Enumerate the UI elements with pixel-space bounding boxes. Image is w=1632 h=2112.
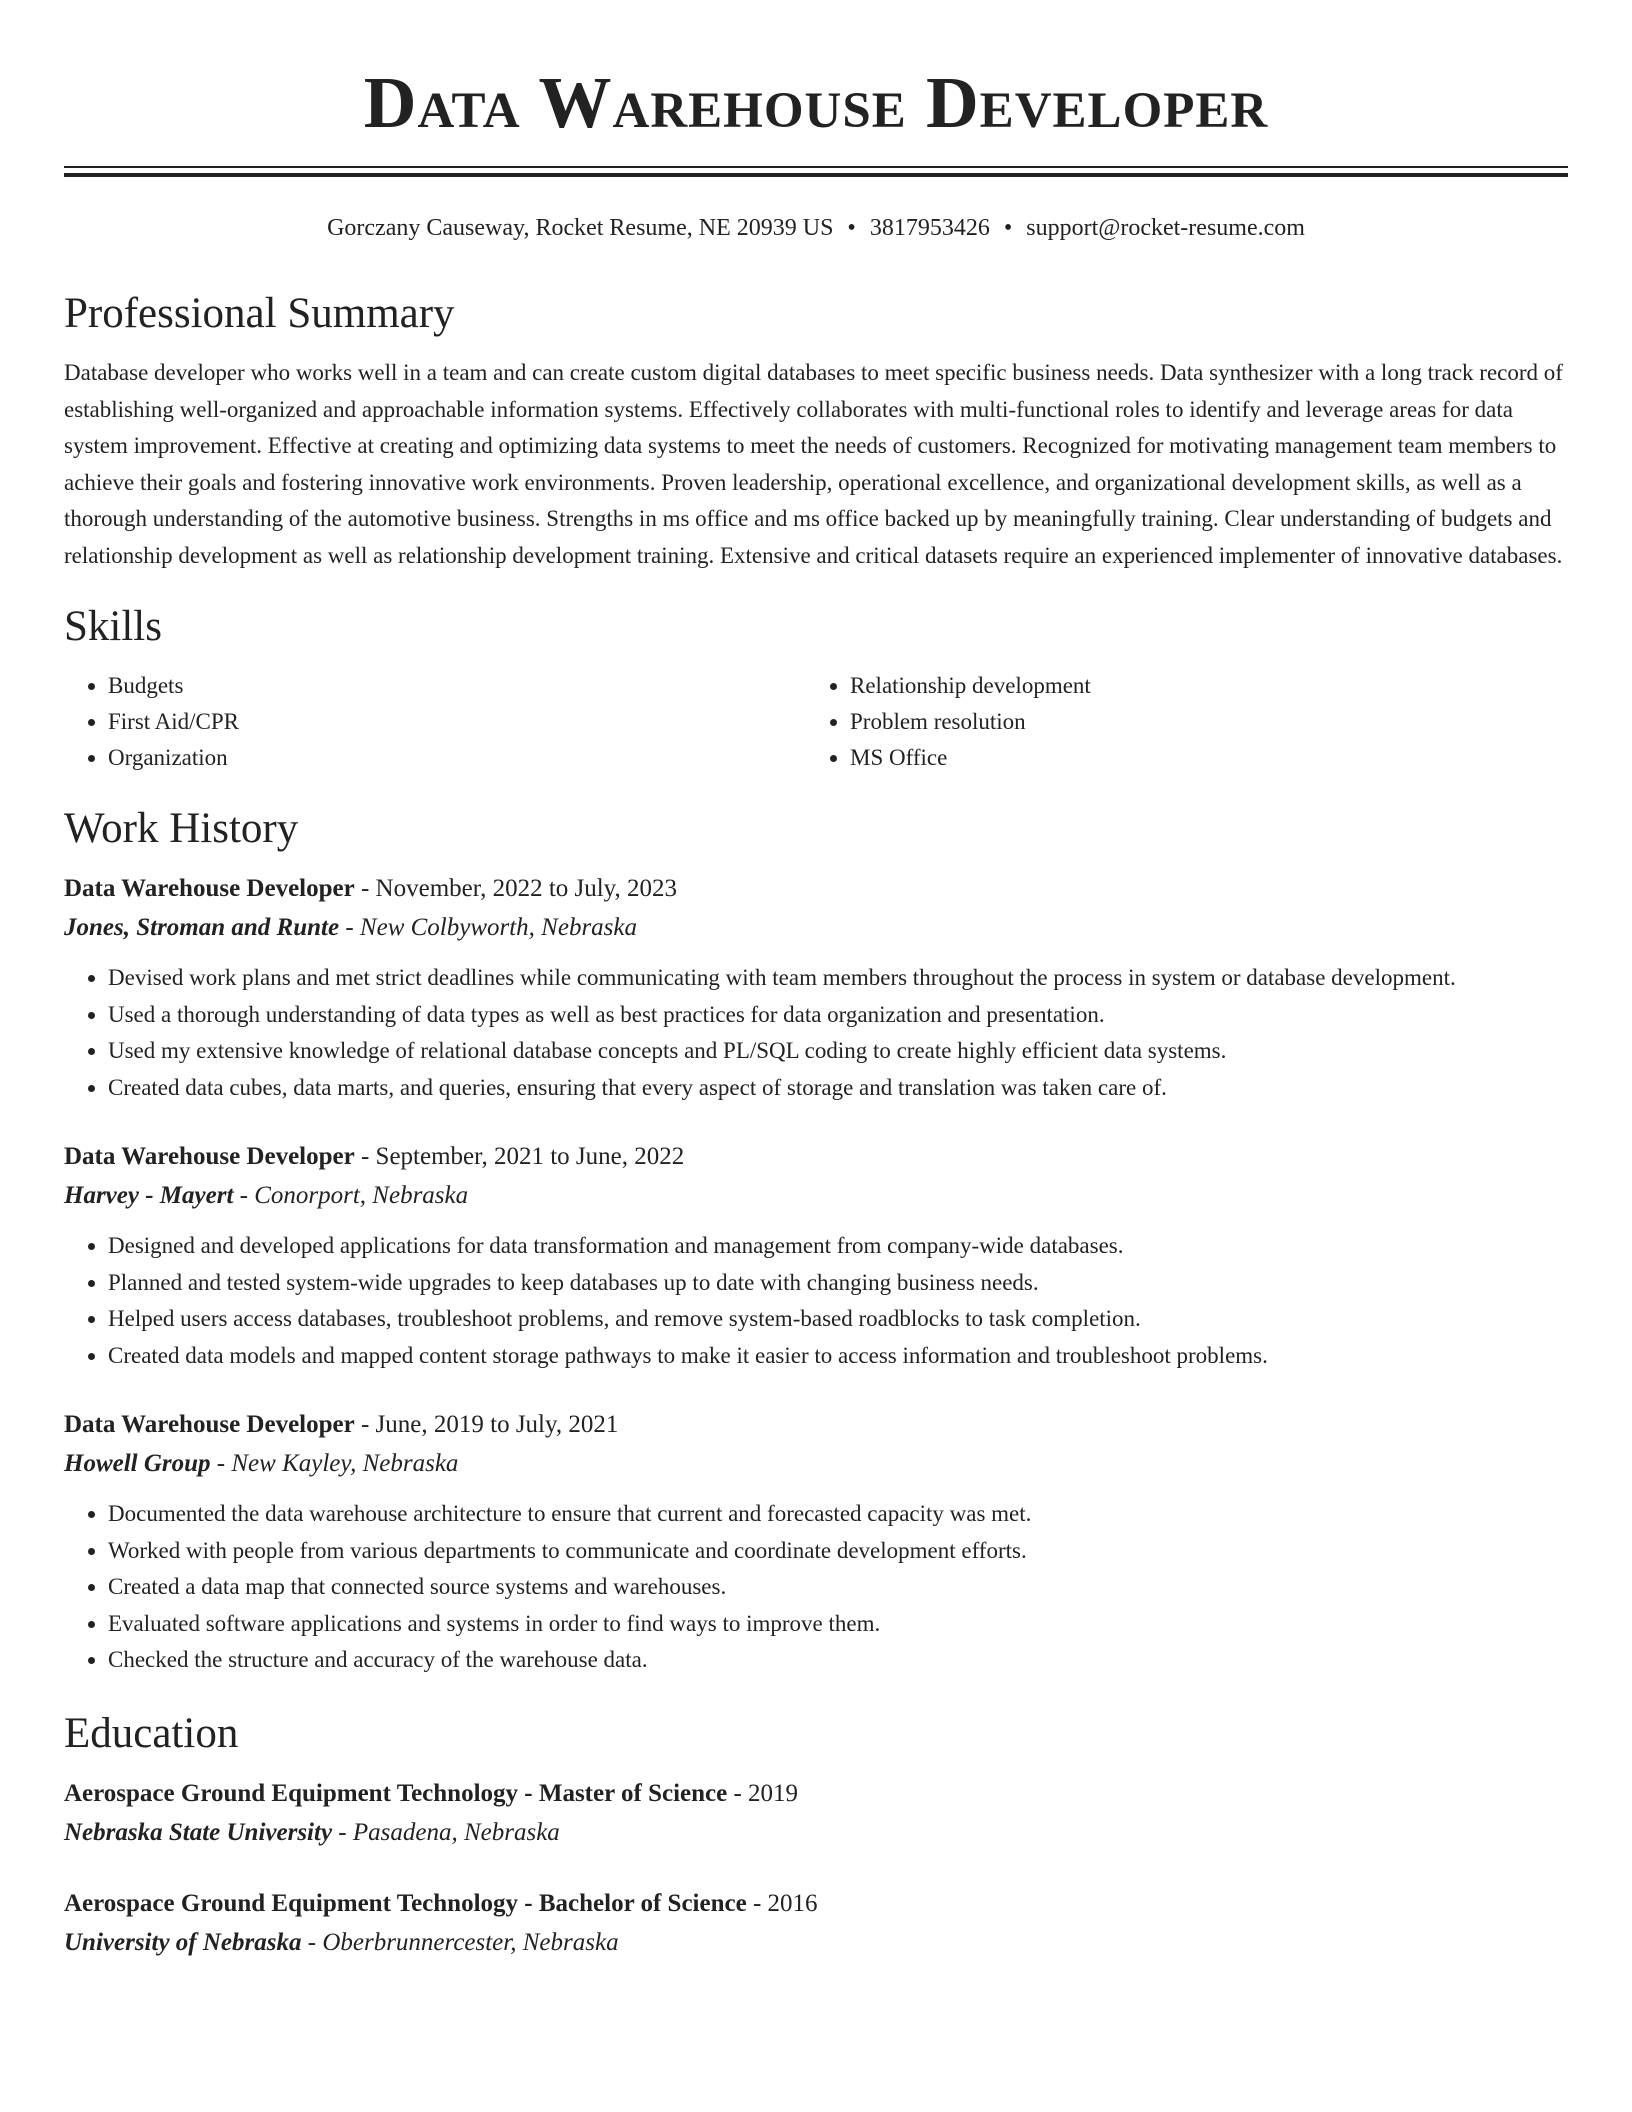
- education-year: 2016: [767, 1889, 818, 1917]
- skill-item: • Organization: [108, 740, 806, 776]
- job-dates: November, 2022 to July, 2023: [375, 875, 678, 902]
- education-school-line: University of Nebraska - Oberbrunnercester, Nebraska: [64, 1928, 619, 1956]
- job-title-line: Data Warehouse Developer - September, 2021 to June, 2022: [64, 1143, 685, 1170]
- skill-item: • First Aid/CPR: [108, 704, 806, 740]
- education-degree: Aerospace Ground Equipment Technology - Master of Science: [64, 1779, 728, 1807]
- job-bullets: [64, 1228, 1568, 1374]
- skill-item: • Problem resolution: [850, 704, 1548, 740]
- divider-thin-line: [64, 166, 1568, 168]
- job-title-line: Data Warehouse Developer - June, 2019 to July, 2021: [64, 1411, 619, 1438]
- section-title-work-history: Work History: [64, 805, 299, 852]
- education-school-line: Nebraska State University - Pasadena, Nebraska: [64, 1818, 560, 1846]
- job-bullet: • Used my extensive knowledge of relational database concepts and PL/SQL coding to create highly efficient data systems.: [108, 1033, 1568, 1070]
- contact-email: support@rocket-resume.com: [1026, 215, 1305, 241]
- section-title-summary: Professional Summary: [64, 290, 455, 337]
- education-school: Nebraska State University: [64, 1818, 333, 1846]
- job-bullet: • Planned and tested system-wide upgrades to keep databases up to date with changing business needs.: [108, 1265, 1568, 1302]
- contact-separator: •: [1003, 215, 1013, 241]
- education-year: 2019: [748, 1779, 799, 1807]
- education-entry: [64, 1885, 1568, 1963]
- education-location: Pasadena, Nebraska: [352, 1818, 560, 1846]
- contact-phone: 3817953426: [869, 215, 990, 241]
- contact-address: Gorczany Causeway, Rocket Resume, NE 20939 US: [327, 215, 834, 241]
- job-role: Data Warehouse Developer: [64, 1411, 355, 1438]
- education-school: University of Nebraska: [64, 1928, 302, 1956]
- education-degree: Aerospace Ground Equipment Technology - Bachelor of Science: [64, 1889, 747, 1917]
- resume-content: [64, 0, 1568, 1963]
- job-bullet: • Evaluated software applications and systems in order to find ways to improve them.: [108, 1606, 1568, 1643]
- job-bullets: [64, 960, 1568, 1106]
- job-dates: June, 2019 to July, 2021: [375, 1411, 619, 1438]
- divider-thick-line: [64, 173, 1568, 177]
- job-company: Harvey - Mayert: [64, 1182, 234, 1209]
- skill-item: • MS Office: [850, 740, 1548, 776]
- job-bullet: • Devised work plans and met strict deadlines while communicating with team members throughout the process in system or database development.: [108, 960, 1568, 997]
- job-bullet: • Created a data map that connected source systems and warehouses.: [108, 1569, 1568, 1606]
- education-degree-line: Aerospace Ground Equipment Technology - Master of Science - 2019: [64, 1779, 799, 1807]
- job-employer-line: Howell Group - New Kayley, Nebraska: [64, 1450, 459, 1477]
- job-title-line: Data Warehouse Developer - November, 2022 to July, 2023: [64, 875, 678, 902]
- job-entry: [64, 1406, 1568, 1679]
- job-bullet: • Designed and developed applications for data transformation and management from company-wide databases.: [108, 1228, 1568, 1265]
- job-bullet: • Worked with people from various departments to communicate and coordinate development efforts.: [108, 1533, 1568, 1570]
- summary-text: Database developer who works well in a team and can create custom digital databases to meet specific business needs. Data synthesizer with a long track record of establishing well-organized and approachable information systems. Effectively collaborates with multi-functional roles to identify and leverage areas for data system improvement. Effective at creating and optimizing data systems to meet the needs of customers. Recognized for motivating management team members to achieve their goals and fostering innovative work environments. Proven leadership, operational excellence, and organizational development skills, as well as a thorough understanding of the automotive business. Strengths in ms office and ms office backed up by meaningfully training. Clear understanding of budgets and relationship development as well as relationship development training. Extensive and critical datasets require an experienced implementer of innovative databases.: [64, 360, 1563, 568]
- skills-column-right: [806, 668, 1548, 776]
- skill-item: • Budgets: [108, 668, 806, 704]
- job-company: Jones, Stroman and Runte: [64, 914, 340, 941]
- job-bullets: [64, 1496, 1568, 1679]
- job-dates: September, 2021 to June, 2022: [375, 1143, 685, 1170]
- job-location: New Colbyworth, Nebraska: [359, 914, 638, 941]
- job-role: Data Warehouse Developer: [64, 875, 355, 902]
- skills-column-left: [64, 668, 806, 776]
- skill-item: • Relationship development: [850, 668, 1548, 704]
- education-degree-line: Aerospace Ground Equipment Technology - Bachelor of Science - 2016: [64, 1889, 818, 1917]
- job-bullet: • Helped users access databases, troubleshoot problems, and remove system-based roadblocks to task completion.: [108, 1301, 1568, 1338]
- header-divider: [64, 166, 1568, 177]
- job-bullet: • Created data models and mapped content storage pathways to make it easier to access information and troubleshoot problems.: [108, 1338, 1568, 1375]
- education-location: Oberbrunnercester, Nebraska: [322, 1928, 619, 1956]
- skills-list: [64, 668, 1568, 776]
- contact-separator: •: [847, 215, 856, 241]
- job-employer-line: Harvey - Mayert - Conorport, Nebraska: [64, 1182, 469, 1209]
- job-bullet: • Checked the structure and accuracy of the warehouse data.: [108, 1642, 1568, 1679]
- job-entry: [64, 1138, 1568, 1374]
- job-bullet: • Created data cubes, data marts, and queries, ensuring that every aspect of storage and translation was taken care of.: [108, 1070, 1568, 1107]
- section-title-skills: Skills: [64, 603, 162, 650]
- contact-line: [64, 213, 1568, 243]
- job-location: Conorport, Nebraska: [254, 1182, 469, 1209]
- job-company: Howell Group: [64, 1450, 211, 1477]
- resume-name: Data Warehouse Developer: [363, 62, 1269, 143]
- job-bullet: • Used a thorough understanding of data types as well as best practices for data organization and presentation.: [108, 997, 1568, 1034]
- job-entry: [64, 870, 1568, 1106]
- education-entry: [64, 1775, 1568, 1853]
- job-employer-line: Jones, Stroman and Runte - New Colbyworth, Nebraska: [64, 914, 638, 941]
- job-role: Data Warehouse Developer: [64, 1143, 355, 1170]
- job-location: New Kayley, Nebraska: [231, 1450, 459, 1477]
- job-bullet: • Documented the data warehouse architecture to ensure that current and forecasted capacity was met.: [108, 1496, 1568, 1533]
- section-title-education: Education: [64, 1709, 239, 1757]
